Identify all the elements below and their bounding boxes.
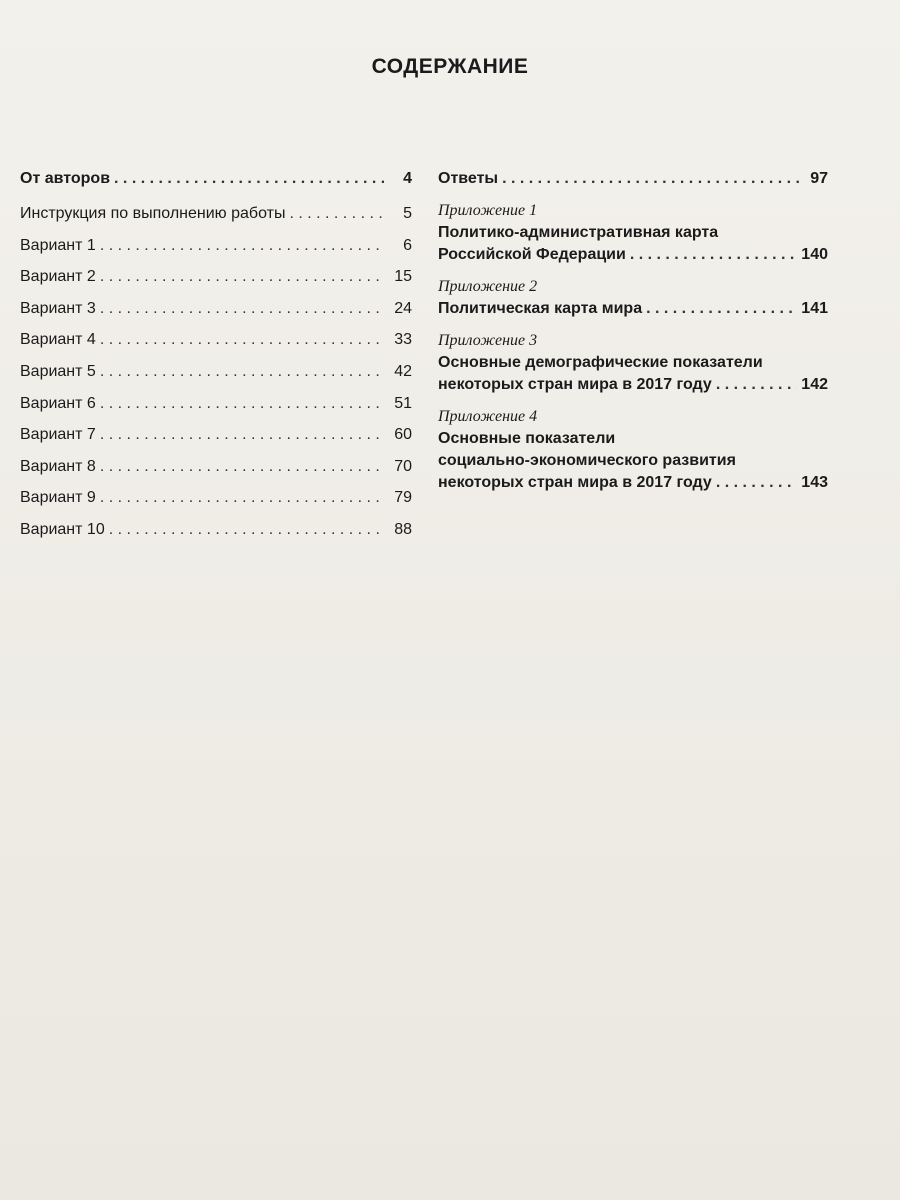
toc-entry-label: Инструкция по выполнению работы bbox=[20, 205, 286, 222]
toc-entry-label: Вариант 2 bbox=[20, 268, 96, 286]
toc-entry[interactable] bbox=[20, 393, 412, 415]
toc-entry-page: 5 bbox=[403, 205, 412, 222]
dot-leader bbox=[100, 424, 384, 446]
appendix-title-line: некоторых стран мира в 2017 году bbox=[438, 474, 712, 491]
toc-entry-page: 6 bbox=[403, 236, 412, 254]
toc-entry-page: 88 bbox=[394, 520, 412, 538]
toc-entry[interactable] bbox=[20, 235, 412, 257]
toc-entry[interactable] bbox=[20, 266, 412, 288]
appendix-entry bbox=[438, 298, 828, 320]
toc-entry-label: Вариант 9 bbox=[20, 489, 96, 507]
appendix-title-line: социально-экономического развития bbox=[438, 452, 736, 469]
toc-entry-label: Вариант 3 bbox=[20, 299, 96, 317]
appendix-title-line: Российской Федерации bbox=[438, 246, 626, 263]
dot-leader bbox=[100, 298, 384, 320]
appendix-title-line: некоторых стран мира в 2017 году bbox=[438, 376, 712, 393]
toc-entry-page: 24 bbox=[394, 299, 412, 317]
appendix-title-line: Политико-административная карта bbox=[438, 224, 719, 241]
toc-entry-page: 42 bbox=[394, 362, 412, 380]
appendix-block[interactable] bbox=[438, 406, 828, 494]
dot-leader bbox=[716, 374, 797, 396]
toc-entry-label: Вариант 6 bbox=[20, 394, 96, 412]
appendix-entry bbox=[438, 244, 828, 266]
toc-entry-page: 51 bbox=[394, 394, 412, 412]
dot-leader bbox=[289, 203, 384, 225]
appendix-block[interactable] bbox=[438, 276, 828, 320]
toc-entry-page: 70 bbox=[394, 457, 412, 475]
toc-entry[interactable] bbox=[20, 298, 412, 320]
toc-right-column bbox=[438, 168, 828, 494]
appendix-list bbox=[438, 200, 828, 494]
toc-entry-page: 97 bbox=[810, 170, 828, 187]
dot-leader bbox=[100, 361, 384, 383]
appendix-title-line: Политическая карта мира bbox=[438, 300, 643, 317]
appendix-page: 143 bbox=[801, 474, 828, 491]
dot-leader bbox=[100, 456, 384, 478]
toc-entry-label: Ответы bbox=[438, 170, 499, 187]
appendix-entry bbox=[438, 374, 828, 396]
toc-entry[interactable] bbox=[20, 487, 412, 509]
toc-entry[interactable] bbox=[20, 424, 412, 446]
toc-entry-page: 15 bbox=[394, 268, 412, 286]
appendix-block[interactable] bbox=[438, 200, 828, 266]
page-title: СОДЕРЖАНИЕ bbox=[371, 55, 529, 78]
toc-entry-page: 60 bbox=[394, 426, 412, 444]
toc-entry-answers[interactable] bbox=[438, 168, 828, 190]
toc-entry-label: Вариант 8 bbox=[20, 457, 96, 475]
dot-leader bbox=[716, 472, 797, 494]
appendix-page: 142 bbox=[801, 376, 828, 393]
toc-entry-page: 4 bbox=[403, 170, 412, 187]
appendix-entry bbox=[438, 472, 828, 494]
appendix-heading: Приложение 4 bbox=[438, 408, 538, 425]
dot-leader bbox=[114, 168, 384, 190]
toc-entry-page: 33 bbox=[394, 331, 412, 349]
dot-leader bbox=[100, 393, 384, 415]
appendix-title-line: Основные показатели bbox=[438, 430, 616, 447]
toc-entry-label: Вариант 1 bbox=[20, 236, 96, 254]
toc-entry[interactable] bbox=[20, 329, 412, 351]
toc-entry[interactable] bbox=[20, 456, 412, 478]
toc-entry-label: Вариант 5 bbox=[20, 362, 96, 380]
appendix-page: 141 bbox=[801, 300, 828, 317]
toc-entry[interactable] bbox=[20, 168, 412, 190]
toc-entry-label: Вариант 4 bbox=[20, 331, 96, 349]
appendix-page: 140 bbox=[801, 246, 828, 263]
dot-leader bbox=[646, 298, 797, 320]
dot-leader bbox=[100, 235, 384, 257]
appendix-heading: Приложение 2 bbox=[438, 278, 538, 295]
toc-left-column bbox=[20, 168, 412, 551]
toc-entry[interactable] bbox=[20, 519, 412, 541]
dot-leader bbox=[100, 487, 384, 509]
toc-entry-label: Вариант 7 bbox=[20, 426, 96, 444]
toc-entry[interactable] bbox=[20, 203, 412, 225]
toc-entry-label: Вариант 10 bbox=[20, 520, 105, 538]
appendix-block[interactable] bbox=[438, 330, 828, 396]
dot-leader bbox=[109, 519, 384, 541]
dot-leader bbox=[100, 329, 384, 351]
appendix-heading: Приложение 1 bbox=[438, 202, 538, 219]
dot-leader bbox=[502, 168, 800, 190]
dot-leader bbox=[100, 266, 384, 288]
toc-entry-page: 79 bbox=[394, 489, 412, 507]
dot-leader bbox=[630, 244, 797, 266]
toc-entry-label: От авторов bbox=[20, 170, 111, 187]
appendix-heading: Приложение 3 bbox=[438, 332, 538, 349]
toc-entry[interactable] bbox=[20, 361, 412, 383]
appendix-title-line: Основные демографические показатели bbox=[438, 354, 763, 371]
